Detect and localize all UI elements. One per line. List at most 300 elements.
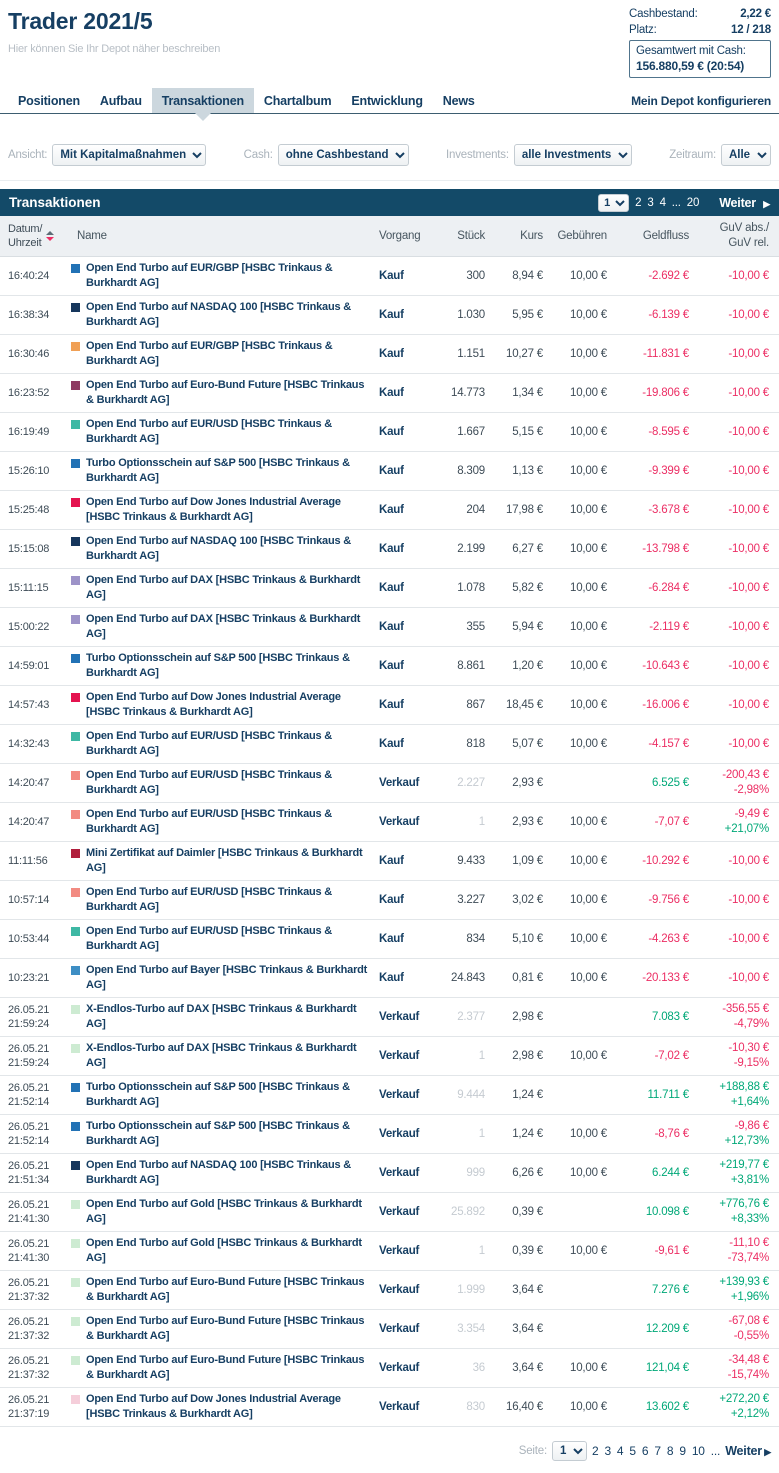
row-vorgang: Kauf — [379, 621, 404, 633]
row-vorgang: Kauf — [379, 270, 404, 282]
row-gebuehren: 10,00 € — [570, 348, 607, 360]
row-name-cell — [66, 807, 379, 837]
row-guv: -10,00 € — [728, 854, 769, 867]
row-geldfluss: -2.119 € — [649, 621, 689, 633]
instrument-color-icon — [71, 1395, 80, 1404]
page-link-3[interactable]: 3 — [604, 1444, 611, 1458]
cash-balance-row — [629, 8, 771, 20]
row-name-cell — [66, 378, 379, 408]
row-name-cell — [66, 1392, 379, 1422]
table-row — [0, 1271, 779, 1310]
row-name-cell — [66, 1041, 379, 1071]
row-vorgang: Verkauf — [379, 1206, 420, 1218]
next-arrow-icon: ▶ — [760, 198, 770, 209]
row-kurs: 16,40 € — [506, 1401, 543, 1413]
row-gebuehren: 10,00 € — [570, 270, 607, 282]
row-geldfluss: -2.692 € — [648, 270, 689, 282]
column-kurs: Kurs — [520, 230, 543, 242]
tab-entwicklung[interactable]: Entwicklung — [351, 94, 423, 108]
row-gebuehren: 10,00 € — [570, 1362, 607, 1374]
row-vorgang: Kauf — [379, 426, 404, 438]
filter-group — [669, 144, 771, 166]
row-gebuehren: 10,00 € — [570, 465, 607, 477]
row-stueck: 999 — [466, 1167, 485, 1179]
page-link-20[interactable]: 20 — [686, 196, 700, 209]
instrument-link[interactable]: Open End Turbo auf EUR/USD [HSBC Trinkaus & Burkhardt AG] — [86, 418, 333, 445]
row-datetime: 16:19:49 — [8, 426, 50, 438]
row-datetime: 26.05.21 21:52:14 — [8, 1082, 50, 1108]
row-kurs: 2,93 € — [512, 816, 543, 828]
filter-group — [8, 144, 206, 166]
instrument-color-icon — [71, 1317, 80, 1326]
row-kurs: 5,94 € — [512, 621, 543, 633]
row-stueck: 2.227 — [457, 777, 485, 789]
row-geldfluss: 10.098 € — [645, 1206, 689, 1218]
instrument-color-icon — [71, 654, 80, 663]
table-row — [0, 257, 779, 296]
row-datetime: 26.05.21 21:52:14 — [8, 1121, 50, 1147]
rank-value: 12 / 218 — [731, 24, 771, 36]
row-guv: -10,00 € — [728, 581, 769, 594]
instrument-link[interactable]: Turbo Optionsschein auf S&P 500 [HSBC Trinkaus & Burkhardt AG] — [86, 1081, 350, 1108]
row-name-cell — [66, 1158, 379, 1188]
row-gebuehren: 10,00 € — [570, 972, 607, 984]
transactions-header-bar — [0, 189, 779, 216]
row-kurs: 1,13 € — [512, 465, 543, 477]
instrument-link[interactable]: Open End Turbo auf DAX [HSBC Trinkaus & Burkhardt AG] — [86, 574, 361, 601]
row-guv: -9,49 € +21,07% — [724, 808, 769, 835]
row-guv: +776,76 € +8,33% — [719, 1198, 769, 1225]
row-datetime: 14:32:43 — [8, 738, 50, 750]
row-guv: -10,00 € — [728, 698, 769, 711]
filter-label: Zeitraum: — [669, 149, 716, 161]
instrument-link[interactable]: X-Endlos-Turbo auf DAX [HSBC Trinkaus & Burkhardt AG] — [86, 1003, 357, 1030]
instrument-color-icon — [71, 381, 80, 390]
sort-asc-icon — [46, 231, 54, 235]
instrument-color-icon — [71, 771, 80, 780]
row-vorgang: Kauf — [379, 738, 404, 750]
page-link-4[interactable]: 4 — [659, 196, 666, 209]
row-datetime: 26.05.21 21:41:30 — [8, 1238, 50, 1264]
column-datum-uhrzeit: Datum/ Uhrzeit — [8, 222, 66, 250]
row-stueck: 8.309 — [457, 465, 485, 477]
pagination-bottom — [0, 1427, 779, 1473]
row-gebuehren: 10,00 € — [570, 660, 607, 672]
next-page-button[interactable]: Weiter ▶ — [719, 195, 770, 210]
instrument-link[interactable]: Mini Zertifikat auf Daimler [HSBC Trinkaus & Burkhardt AG] — [86, 847, 363, 874]
row-name-cell — [66, 651, 379, 681]
row-name-cell — [66, 1080, 379, 1110]
instrument-link[interactable]: X-Endlos-Turbo auf DAX [HSBC Trinkaus & Burkhardt AG] — [86, 1042, 357, 1069]
row-guv: -10,00 € — [728, 347, 769, 360]
table-row — [0, 1310, 779, 1349]
row-kurs: 17,98 € — [506, 504, 543, 516]
transactions-table-body — [0, 257, 779, 1427]
row-geldfluss: 6.525 € — [652, 777, 689, 789]
row-vorgang: Kauf — [379, 699, 404, 711]
row-datetime: 15:26:10 — [8, 465, 50, 477]
table-row — [0, 647, 779, 686]
row-gebuehren: 10,00 € — [570, 543, 607, 555]
table-row — [0, 452, 779, 491]
row-stueck: 36 — [472, 1362, 485, 1374]
table-row — [0, 998, 779, 1037]
row-geldfluss: -6.139 € — [648, 309, 689, 321]
row-vorgang: Verkauf — [379, 1401, 420, 1413]
row-guv: -10,00 € — [728, 971, 769, 984]
row-geldfluss: 7.276 € — [652, 1284, 689, 1296]
instrument-color-icon — [71, 498, 80, 507]
sort-desc-icon — [46, 237, 54, 241]
row-stueck: 204 — [466, 504, 485, 516]
instrument-link[interactable]: Open End Turbo auf Dow Jones Industrial Average [HSBC Trinkaus & Burkhardt AG] — [86, 1393, 341, 1420]
tab-news[interactable]: News — [442, 94, 475, 108]
row-vorgang: Verkauf — [379, 1050, 420, 1062]
instrument-color-icon — [71, 1044, 80, 1053]
rank-label: Platz: — [629, 24, 657, 36]
table-row — [0, 1115, 779, 1154]
tab-transaktionen[interactable]: Transaktionen — [152, 88, 254, 113]
row-guv: -10,00 € — [728, 620, 769, 633]
row-vorgang: Kauf — [379, 972, 404, 984]
row-gebuehren: 10,00 € — [570, 816, 607, 828]
row-kurs: 3,64 € — [512, 1284, 543, 1296]
row-geldfluss: -20.133 € — [642, 972, 689, 984]
row-guv: -10,00 € — [728, 503, 769, 516]
page-select[interactable] — [598, 194, 629, 212]
row-stueck: 25.892 — [451, 1206, 485, 1218]
row-guv: -10,00 € — [728, 464, 769, 477]
row-datetime: 14:59:01 — [8, 660, 50, 672]
instrument-color-icon — [71, 1122, 80, 1131]
row-stueck: 1.151 — [457, 348, 485, 360]
next-arrow-icon: ▶ — [761, 1447, 771, 1457]
row-guv: -10,00 € — [728, 269, 769, 282]
row-stueck: 355 — [466, 621, 485, 633]
row-stueck: 24.843 — [451, 972, 485, 984]
row-stueck: 14.773 — [451, 387, 485, 399]
table-row — [0, 491, 779, 530]
row-geldfluss: 12.209 € — [645, 1323, 689, 1335]
row-name-cell — [66, 339, 379, 369]
row-kurs: 5,82 € — [512, 582, 543, 594]
row-name-cell — [66, 885, 379, 915]
instrument-link[interactable]: Open End Turbo auf EUR/USD [HSBC Trinkaus & Burkhardt AG] — [86, 886, 333, 913]
row-name-cell — [66, 456, 379, 486]
page-link-4[interactable]: 4 — [616, 1444, 624, 1458]
instrument-link[interactable]: Open End Turbo auf EUR/USD [HSBC Trinkaus & Burkhardt AG] — [86, 925, 333, 952]
instrument-color-icon — [71, 1239, 80, 1248]
row-kurs: 2,98 € — [512, 1050, 543, 1062]
page-label: Seite: — [518, 1445, 547, 1457]
row-geldfluss: -10.643 € — [642, 660, 689, 672]
row-name-cell — [66, 1314, 379, 1344]
row-guv: -10,00 € — [728, 386, 769, 399]
row-geldfluss: -11.831 € — [643, 348, 689, 360]
row-guv: +219,77 € +3,81% — [719, 1159, 769, 1186]
page-link-5[interactable]: 5 — [629, 1444, 636, 1458]
row-gebuehren: 10,00 € — [570, 738, 607, 750]
row-name-cell — [66, 690, 379, 720]
instrument-link[interactable]: Open End Turbo auf NASDAQ 100 [HSBC Trinkaus & Burkhardt AG] — [86, 301, 352, 328]
row-datetime: 10:23:21 — [8, 972, 50, 984]
row-guv: -34,48 € -15,74% — [727, 1354, 769, 1381]
total-value-box — [629, 40, 771, 78]
instrument-link[interactable]: Open End Turbo auf Euro-Bund Future [HSBC Trinkaus & Burkhardt AG] — [86, 1276, 365, 1303]
row-name-cell — [66, 417, 379, 447]
row-vorgang: Verkauf — [379, 777, 420, 789]
row-stueck: 2.199 — [457, 543, 485, 555]
row-guv: -356,55 € -4,79% — [722, 1003, 769, 1030]
row-gebuehren: 10,00 € — [570, 621, 607, 633]
page-ellipsis: ... — [671, 196, 681, 209]
row-datetime: 26.05.21 21:59:24 — [8, 1043, 50, 1069]
row-datetime: 26.05.21 21:37:32 — [8, 1316, 50, 1342]
row-geldfluss: -9.756 € — [648, 894, 689, 906]
table-row — [0, 569, 779, 608]
row-geldfluss: -13.798 € — [642, 543, 689, 555]
filter-select-3[interactable] — [721, 144, 771, 166]
instrument-link[interactable]: Open End Turbo auf NASDAQ 100 [HSBC Trinkaus & Burkhardt AG] — [86, 1159, 352, 1186]
row-stueck: 1 — [478, 1050, 485, 1062]
row-name-cell — [66, 573, 379, 603]
row-stueck: 1.030 — [457, 309, 485, 321]
instrument-color-icon — [71, 1200, 80, 1209]
table-row — [0, 1037, 779, 1076]
filter-select-1[interactable] — [278, 144, 409, 166]
row-name-cell — [66, 261, 379, 291]
row-stueck: 1 — [478, 1128, 485, 1140]
column-guv: GuV abs./ GuV rel. — [719, 222, 769, 249]
next-page-button[interactable]: Weiter ▶ — [725, 1444, 771, 1458]
configure-depot-link[interactable]: Mein Depot konfigurieren — [631, 93, 771, 108]
row-name-cell — [66, 924, 379, 954]
row-vorgang: Kauf — [379, 543, 404, 555]
row-geldfluss: 7.083 € — [652, 1011, 689, 1023]
row-guv: -10,00 € — [728, 308, 769, 321]
cash-balance-label: Cashbestand: — [629, 8, 698, 20]
filter-label: Ansicht: — [8, 149, 48, 161]
instrument-link[interactable]: Turbo Optionsschein auf S&P 500 [HSBC Trinkaus & Burkhardt AG] — [86, 1120, 350, 1147]
page-select[interactable] — [552, 1441, 587, 1461]
row-datetime: 15:11:15 — [8, 582, 49, 594]
row-vorgang: Kauf — [379, 660, 404, 672]
instrument-color-icon — [71, 1356, 80, 1365]
row-kurs: 3,64 € — [512, 1362, 543, 1374]
row-gebuehren: 10,00 € — [570, 933, 607, 945]
page-link-3[interactable]: 3 — [647, 196, 654, 209]
page-link-9[interactable]: 9 — [679, 1444, 686, 1458]
page-link-10[interactable]: 10 — [691, 1444, 705, 1458]
tab-chartalbum[interactable]: Chartalbum — [263, 94, 332, 108]
row-stueck: 1.999 — [457, 1284, 485, 1296]
row-geldfluss: -4.263 € — [648, 933, 689, 945]
row-datetime: 15:25:48 — [8, 504, 50, 516]
row-datetime: 10:53:44 — [8, 933, 50, 945]
row-guv: -9,86 € +12,73% — [724, 1120, 769, 1147]
row-stueck: 3.227 — [457, 894, 485, 906]
depot-header — [0, 0, 779, 86]
instrument-color-icon — [71, 888, 80, 897]
instrument-link[interactable]: Open End Turbo auf EUR/USD [HSBC Trinkaus & Burkhardt AG] — [86, 730, 333, 757]
row-name-cell — [66, 846, 379, 876]
row-vorgang: Kauf — [379, 933, 404, 945]
table-row — [0, 1388, 779, 1427]
row-geldfluss: -8,76 € — [654, 1128, 689, 1140]
page-link-2[interactable]: 2 — [591, 1444, 599, 1458]
row-vorgang: Kauf — [379, 855, 404, 867]
row-guv: -10,00 € — [728, 542, 769, 555]
row-vorgang: Kauf — [379, 894, 404, 906]
row-name-cell — [66, 612, 379, 642]
filter-select-0[interactable] — [52, 144, 206, 166]
row-kurs: 5,07 € — [512, 738, 543, 750]
table-row — [0, 725, 779, 764]
row-stueck: 9.444 — [457, 1089, 485, 1101]
row-vorgang: Verkauf — [379, 816, 420, 828]
instrument-link[interactable]: Open End Turbo auf EUR/USD [HSBC Trinkaus & Burkhardt AG] — [86, 769, 333, 796]
row-vorgang: Kauf — [379, 582, 404, 594]
table-row — [0, 1076, 779, 1115]
instrument-color-icon — [71, 459, 80, 468]
row-geldfluss: -10.292 € — [642, 855, 689, 867]
page-link-2[interactable]: 2 — [635, 196, 642, 209]
row-stueck: 9.433 — [457, 855, 485, 867]
instrument-link[interactable]: Turbo Optionsschein auf S&P 500 [HSBC Trinkaus & Burkhardt AG] — [86, 652, 350, 679]
filter-row — [0, 144, 779, 166]
table-row — [0, 530, 779, 569]
row-kurs: 6,27 € — [512, 543, 543, 555]
row-guv: -10,30 € -9,15% — [728, 1042, 769, 1069]
row-kurs: 5,95 € — [512, 309, 543, 321]
table-row — [0, 881, 779, 920]
instrument-link[interactable]: Open End Turbo auf Bayer [HSBC Trinkaus & Burkhardt AG] — [86, 964, 368, 991]
row-kurs: 0,39 € — [512, 1245, 543, 1257]
row-vorgang: Verkauf — [379, 1011, 420, 1023]
table-row — [0, 1193, 779, 1232]
row-kurs: 18,45 € — [506, 699, 543, 711]
row-guv: -200,43 € -2,98% — [722, 769, 769, 796]
instrument-link[interactable]: Open End Turbo auf Gold [HSBC Trinkaus & Burkhardt AG] — [86, 1237, 362, 1264]
row-geldfluss: -8.595 € — [648, 426, 689, 438]
row-kurs: 1,20 € — [512, 660, 543, 672]
row-datetime: 15:15:08 — [8, 543, 50, 555]
page-link-6[interactable]: 6 — [641, 1444, 649, 1458]
row-vorgang: Verkauf — [379, 1362, 420, 1374]
instrument-link[interactable]: Open End Turbo auf DAX [HSBC Trinkaus & Burkhardt AG] — [86, 613, 361, 640]
table-row — [0, 335, 779, 374]
pagination-top — [598, 194, 770, 212]
depot-tabbar — [0, 88, 779, 114]
row-vorgang: Verkauf — [379, 1284, 420, 1296]
total-value: 156.880,59 € (20:54) — [636, 59, 745, 73]
row-kurs: 3,02 € — [512, 894, 543, 906]
row-datetime: 14:57:43 — [8, 699, 50, 711]
instrument-color-icon — [71, 1005, 80, 1014]
table-row — [0, 959, 779, 998]
row-guv: +272,20 € +2,12% — [719, 1393, 769, 1420]
section-divider — [0, 180, 779, 181]
row-kurs: 2,98 € — [512, 1011, 543, 1023]
row-stueck: 1.667 — [457, 426, 485, 438]
row-name-cell — [66, 1197, 379, 1227]
row-gebuehren: 10,00 € — [570, 1128, 607, 1140]
row-gebuehren: 10,00 € — [570, 387, 607, 399]
instrument-color-icon — [71, 1278, 80, 1287]
row-gebuehren: 10,00 € — [570, 1050, 607, 1062]
instrument-link[interactable]: Open End Turbo auf NASDAQ 100 [HSBC Trinkaus & Burkhardt AG] — [86, 535, 352, 562]
filter-label: Investments: — [446, 149, 509, 161]
filter-group — [446, 144, 632, 166]
row-guv: -11,10 € -73,74% — [727, 1237, 769, 1264]
instrument-link[interactable]: Open End Turbo auf Euro-Bund Future [HSBC Trinkaus & Burkhardt AG] — [86, 1315, 365, 1342]
table-row — [0, 1154, 779, 1193]
instrument-link[interactable]: Open End Turbo auf EUR/USD [HSBC Trinkaus & Burkhardt AG] — [86, 808, 333, 835]
instrument-color-icon — [71, 810, 80, 819]
row-gebuehren: 10,00 € — [570, 504, 607, 516]
row-guv: -10,00 € — [728, 932, 769, 945]
table-row — [0, 296, 779, 335]
row-kurs: 1,24 € — [512, 1089, 543, 1101]
tab-positionen[interactable]: Positionen — [18, 94, 80, 108]
instrument-color-icon — [71, 732, 80, 741]
instrument-color-icon — [71, 966, 80, 975]
table-row — [0, 413, 779, 452]
row-name-cell — [66, 534, 379, 564]
instrument-link[interactable]: Open End Turbo auf EUR/GBP [HSBC Trinkaus & Burkhardt AG] — [86, 340, 333, 367]
instrument-color-icon — [71, 849, 80, 858]
row-name-cell — [66, 729, 379, 759]
table-row — [0, 803, 779, 842]
instrument-link[interactable]: Open End Turbo auf Euro-Bund Future [HSBC Trinkaus & Burkhardt AG] — [86, 379, 365, 406]
table-row — [0, 1349, 779, 1388]
instrument-link[interactable]: Open End Turbo auf Euro-Bund Future [HSBC Trinkaus & Burkhardt AG] — [86, 1354, 365, 1381]
row-kurs: 10,27 € — [506, 348, 543, 360]
row-vorgang: Kauf — [379, 504, 404, 516]
row-geldfluss: 13.602 € — [645, 1401, 689, 1413]
table-row — [0, 920, 779, 959]
row-geldfluss: -9.399 € — [648, 465, 689, 477]
row-kurs: 2,93 € — [512, 777, 543, 789]
page-link-8[interactable]: 8 — [666, 1444, 674, 1458]
page-link-7[interactable]: 7 — [654, 1444, 661, 1458]
instrument-color-icon — [71, 693, 80, 702]
instrument-color-icon — [71, 537, 80, 546]
filter-select-2[interactable] — [514, 144, 632, 166]
sort-icon[interactable] — [46, 231, 54, 241]
row-geldfluss: -16.006 € — [642, 699, 689, 711]
row-kurs: 1,24 € — [512, 1128, 543, 1140]
instrument-link[interactable]: Open End Turbo auf EUR/GBP [HSBC Trinkaus & Burkhardt AG] — [86, 262, 333, 289]
table-column-header — [0, 216, 779, 257]
row-guv: +188,88 € +1,64% — [719, 1081, 769, 1108]
row-name-cell — [66, 495, 379, 525]
row-kurs: 0,39 € — [512, 1206, 543, 1218]
instrument-link[interactable]: Open End Turbo auf Gold [HSBC Trinkaus & Burkhardt AG] — [86, 1198, 362, 1225]
instrument-link[interactable]: Open End Turbo auf Dow Jones Industrial Average [HSBC Trinkaus & Burkhardt AG] — [86, 496, 341, 523]
page-ellipsis: ... — [710, 1444, 721, 1458]
instrument-link[interactable]: Open End Turbo auf Dow Jones Industrial Average [HSBC Trinkaus & Burkhardt AG] — [86, 691, 341, 718]
row-kurs: 1,34 € — [512, 387, 543, 399]
row-vorgang: Kauf — [379, 465, 404, 477]
table-row — [0, 686, 779, 725]
row-name-cell — [66, 768, 379, 798]
instrument-link[interactable]: Turbo Optionsschein auf S&P 500 [HSBC Trinkaus & Burkhardt AG] — [86, 457, 350, 484]
row-stueck: 1 — [478, 816, 485, 828]
tab-aufbau[interactable]: Aufbau — [99, 94, 142, 108]
row-vorgang: Kauf — [379, 309, 404, 321]
row-kurs: 3,64 € — [512, 1323, 543, 1335]
